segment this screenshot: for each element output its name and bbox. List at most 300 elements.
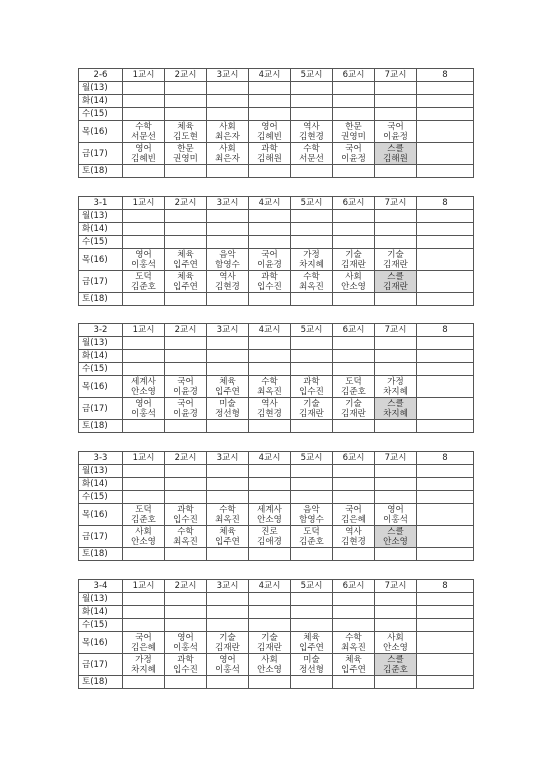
period-cell	[207, 676, 249, 689]
subject-text: 과학	[177, 654, 194, 665]
subject-text: 기술	[345, 398, 362, 409]
day-label: 금(17)	[79, 526, 123, 548]
subject-text: 수학	[177, 526, 194, 537]
period-cell	[375, 606, 417, 619]
period-cell	[207, 121, 249, 143]
period-cell	[291, 363, 333, 376]
day-label: 월(13)	[79, 82, 123, 95]
teacher-text: 김도현	[173, 131, 198, 142]
teacher-text: 김현경	[341, 536, 366, 547]
teacher-text: 김재란	[383, 281, 408, 292]
period-cell	[249, 398, 291, 420]
period-header: 6교시	[333, 580, 375, 593]
subject-text: 한문	[345, 121, 362, 132]
subject-text: 역사	[303, 121, 320, 132]
period-cell	[375, 249, 417, 271]
day-label: 화(14)	[79, 223, 123, 236]
period-cell	[249, 165, 291, 178]
period-cell	[333, 108, 375, 121]
period-cell	[123, 376, 165, 398]
period-cell	[165, 376, 207, 398]
subject-text: 수학	[303, 143, 320, 154]
period-cell	[123, 398, 165, 420]
period-cell	[291, 376, 333, 398]
period-cell	[249, 121, 291, 143]
teacher-text: 김준호	[131, 281, 156, 292]
teacher-text: 권영미	[341, 131, 366, 142]
teacher-text: 안소영	[257, 664, 282, 675]
subject-text: 수학	[219, 504, 236, 515]
subject-text: 도덕	[135, 504, 152, 515]
period-cell	[417, 108, 474, 121]
period-cell	[249, 526, 291, 548]
teacher-text: 권영미	[173, 153, 198, 164]
period-cell	[375, 465, 417, 478]
teacher-text: 김재란	[257, 642, 282, 653]
teacher-text: 입수진	[173, 664, 198, 675]
period-cell	[123, 465, 165, 478]
subject-text: 과학	[261, 271, 278, 282]
day-label: 토(18)	[79, 548, 123, 561]
day-label: 월(13)	[79, 337, 123, 350]
teacher-text: 최은자	[215, 153, 240, 164]
period-cell	[375, 420, 417, 433]
period-header: 7교시	[375, 452, 417, 465]
period-cell	[291, 350, 333, 363]
period-header: 7교시	[375, 324, 417, 337]
period-cell	[333, 236, 375, 249]
period-cell	[375, 478, 417, 491]
subject-text: 스클	[387, 654, 404, 665]
period-cell	[207, 363, 249, 376]
period-cell	[165, 619, 207, 632]
timetable-3-2	[78, 323, 474, 433]
period-cell	[333, 504, 375, 526]
period-header: 4교시	[249, 452, 291, 465]
period-cell	[207, 165, 249, 178]
period-cell	[291, 654, 333, 676]
teacher-text: 입주연	[341, 664, 366, 675]
period-cell	[123, 606, 165, 619]
period-cell	[375, 548, 417, 561]
period-cell	[333, 654, 375, 676]
period-cell	[291, 293, 333, 306]
period-cell	[333, 223, 375, 236]
period-cell	[417, 293, 474, 306]
period-header: 1교시	[123, 580, 165, 593]
subject-text: 역사	[345, 526, 362, 537]
period-cell	[249, 271, 291, 293]
period-cell	[417, 491, 474, 504]
period-cell	[375, 143, 417, 165]
period-header: 2교시	[165, 197, 207, 210]
period-cell	[375, 619, 417, 632]
period-cell	[291, 632, 333, 654]
subject-text: 영어	[135, 249, 152, 260]
day-label: 목(16)	[79, 376, 123, 398]
period-cell	[291, 526, 333, 548]
period-cell	[291, 465, 333, 478]
period-cell	[165, 548, 207, 561]
subject-text: 가정	[303, 249, 320, 260]
period-cell	[291, 95, 333, 108]
teacher-text: 차지혜	[299, 259, 324, 270]
period-cell	[375, 223, 417, 236]
subject-text: 세계사	[131, 376, 156, 387]
period-cell	[291, 223, 333, 236]
teacher-text: 김은혜	[341, 514, 366, 525]
period-cell	[333, 210, 375, 223]
period-cell	[165, 236, 207, 249]
period-cell	[333, 337, 375, 350]
period-cell	[123, 619, 165, 632]
teacher-text: 김혜빈	[131, 153, 156, 164]
period-header: 8	[417, 324, 474, 337]
period-cell	[165, 210, 207, 223]
period-cell	[291, 108, 333, 121]
day-label: 금(17)	[79, 654, 123, 676]
class-label: 3-4	[79, 580, 123, 593]
period-cell	[333, 676, 375, 689]
period-cell	[375, 593, 417, 606]
period-cell	[333, 121, 375, 143]
period-cell	[375, 236, 417, 249]
period-cell	[165, 465, 207, 478]
period-header: 4교시	[249, 324, 291, 337]
period-cell	[291, 82, 333, 95]
period-cell	[417, 236, 474, 249]
day-label: 월(13)	[79, 210, 123, 223]
teacher-text: 입주연	[215, 536, 240, 547]
period-header: 2교시	[165, 324, 207, 337]
period-cell	[417, 337, 474, 350]
period-cell	[417, 676, 474, 689]
period-cell	[165, 337, 207, 350]
period-header: 3교시	[207, 324, 249, 337]
period-cell	[123, 223, 165, 236]
period-header: 3교시	[207, 69, 249, 82]
period-cell	[375, 363, 417, 376]
period-cell	[417, 478, 474, 491]
period-cell	[333, 350, 375, 363]
teacher-text: 김혜빈	[257, 131, 282, 142]
day-row	[79, 398, 474, 420]
period-header: 8	[417, 452, 474, 465]
period-header: 7교시	[375, 69, 417, 82]
teacher-text: 김재란	[383, 259, 408, 270]
subject-text: 영어	[219, 654, 236, 665]
subject-text: 영어	[177, 632, 194, 643]
teacher-text: 최옥진	[215, 514, 240, 525]
period-header: 4교시	[249, 69, 291, 82]
period-header: 7교시	[375, 580, 417, 593]
period-cell	[165, 478, 207, 491]
day-row	[79, 165, 474, 178]
period-cell	[165, 95, 207, 108]
period-cell	[333, 293, 375, 306]
teacher-text: 김준호	[299, 536, 324, 547]
day-label: 금(17)	[79, 398, 123, 420]
period-cell	[291, 121, 333, 143]
period-cell	[123, 676, 165, 689]
period-cell	[165, 420, 207, 433]
subject-text: 스클	[387, 271, 404, 282]
period-cell	[207, 293, 249, 306]
period-header: 5교시	[291, 197, 333, 210]
day-row	[79, 593, 474, 606]
period-cell	[249, 465, 291, 478]
period-cell	[291, 271, 333, 293]
subject-text: 국어	[177, 398, 194, 409]
teacher-text: 이홍석	[131, 408, 156, 419]
day-label: 수(15)	[79, 236, 123, 249]
teacher-text: 김준호	[131, 514, 156, 525]
period-cell	[249, 548, 291, 561]
day-row	[79, 271, 474, 293]
day-row	[79, 504, 474, 526]
period-cell	[249, 293, 291, 306]
period-cell	[207, 350, 249, 363]
period-cell	[249, 593, 291, 606]
period-cell	[291, 619, 333, 632]
period-cell	[165, 632, 207, 654]
period-cell	[375, 108, 417, 121]
period-cell	[207, 504, 249, 526]
teacher-text: 이홍석	[173, 642, 198, 653]
teacher-text: 이홍석	[131, 259, 156, 270]
period-cell	[417, 548, 474, 561]
teacher-text: 김재란	[341, 259, 366, 270]
subject-text: 과학	[177, 504, 194, 515]
day-label: 목(16)	[79, 249, 123, 271]
period-cell	[417, 223, 474, 236]
period-cell	[207, 491, 249, 504]
period-cell	[123, 654, 165, 676]
period-cell	[249, 654, 291, 676]
subject-text: 국어	[177, 376, 194, 387]
period-header: 8	[417, 580, 474, 593]
teacher-text: 입주연	[173, 259, 198, 270]
subject-text: 음악	[303, 504, 320, 515]
subject-text: 수학	[261, 376, 278, 387]
period-cell	[123, 210, 165, 223]
period-cell	[249, 619, 291, 632]
subject-text: 사회	[135, 526, 152, 537]
teacher-text: 김해원	[383, 153, 408, 164]
period-cell	[375, 165, 417, 178]
subject-text: 국어	[345, 143, 362, 154]
teacher-text: 차지혜	[131, 664, 156, 675]
period-cell	[165, 165, 207, 178]
header-row	[79, 452, 474, 465]
period-cell	[123, 548, 165, 561]
teacher-text: 이윤정	[341, 153, 366, 164]
period-header: 6교시	[333, 324, 375, 337]
day-label: 수(15)	[79, 491, 123, 504]
teacher-text: 최은자	[215, 131, 240, 142]
subject-text: 영어	[135, 398, 152, 409]
period-cell	[207, 376, 249, 398]
day-row	[79, 654, 474, 676]
period-cell	[291, 548, 333, 561]
period-header: 5교시	[291, 580, 333, 593]
teacher-text: 차지혜	[383, 386, 408, 397]
day-row	[79, 82, 474, 95]
period-header: 2교시	[165, 580, 207, 593]
period-cell	[291, 491, 333, 504]
period-cell	[249, 223, 291, 236]
period-cell	[375, 82, 417, 95]
period-cell	[165, 363, 207, 376]
period-cell	[333, 165, 375, 178]
day-label: 토(18)	[79, 165, 123, 178]
period-cell	[333, 491, 375, 504]
subject-text: 스클	[387, 398, 404, 409]
period-cell	[123, 271, 165, 293]
subject-text: 도덕	[303, 526, 320, 537]
period-cell	[207, 236, 249, 249]
day-row	[79, 465, 474, 478]
day-row	[79, 548, 474, 561]
day-row	[79, 108, 474, 121]
teacher-text: 이윤경	[173, 386, 198, 397]
teacher-text: 입주연	[215, 386, 240, 397]
teacher-text: 함영수	[215, 259, 240, 270]
teacher-text: 이윤경	[173, 408, 198, 419]
period-cell	[207, 606, 249, 619]
period-cell	[123, 363, 165, 376]
header-row	[79, 324, 474, 337]
period-cell	[417, 465, 474, 478]
timetable-3-3	[78, 451, 474, 561]
day-row	[79, 293, 474, 306]
teacher-text: 서문선	[299, 153, 324, 164]
period-cell	[207, 271, 249, 293]
subject-text: 기술	[345, 249, 362, 260]
teacher-text: 안소영	[257, 514, 282, 525]
period-cell	[165, 593, 207, 606]
period-cell	[207, 95, 249, 108]
period-cell	[375, 632, 417, 654]
day-row	[79, 121, 474, 143]
period-header: 4교시	[249, 580, 291, 593]
period-cell	[249, 337, 291, 350]
subject-text: 영어	[387, 504, 404, 515]
teacher-text: 안소영	[383, 642, 408, 653]
subject-text: 가정	[387, 376, 404, 387]
period-cell	[123, 420, 165, 433]
period-cell	[417, 95, 474, 108]
subject-text: 도덕	[135, 271, 152, 282]
period-cell	[249, 350, 291, 363]
day-row	[79, 223, 474, 236]
period-cell	[207, 593, 249, 606]
teacher-text: 정선형	[215, 408, 240, 419]
period-cell	[123, 350, 165, 363]
subject-text: 체육	[303, 632, 320, 643]
day-row	[79, 350, 474, 363]
period-cell	[123, 249, 165, 271]
period-cell	[123, 121, 165, 143]
period-cell	[291, 165, 333, 178]
teacher-text: 김애경	[257, 536, 282, 547]
period-cell	[165, 398, 207, 420]
day-row	[79, 236, 474, 249]
period-cell	[333, 249, 375, 271]
teacher-text: 안소영	[131, 386, 156, 397]
teacher-text: 김현경	[257, 408, 282, 419]
teacher-text: 김준호	[341, 386, 366, 397]
period-cell	[333, 95, 375, 108]
period-cell	[207, 619, 249, 632]
subject-text: 체육	[177, 271, 194, 282]
period-cell	[165, 491, 207, 504]
period-cell	[249, 491, 291, 504]
period-cell	[333, 398, 375, 420]
day-row	[79, 95, 474, 108]
teacher-text: 이홍석	[383, 514, 408, 525]
period-cell	[249, 363, 291, 376]
class-label: 3-3	[79, 452, 123, 465]
day-row	[79, 363, 474, 376]
period-cell	[123, 293, 165, 306]
period-cell	[207, 398, 249, 420]
header-row	[79, 69, 474, 82]
period-cell	[333, 143, 375, 165]
subject-text: 체육	[345, 654, 362, 665]
period-cell	[417, 249, 474, 271]
teacher-text: 안소영	[383, 536, 408, 547]
period-cell	[165, 271, 207, 293]
period-header: 6교시	[333, 197, 375, 210]
period-cell	[207, 210, 249, 223]
period-header: 3교시	[207, 197, 249, 210]
period-cell	[291, 478, 333, 491]
period-cell	[417, 271, 474, 293]
subject-text: 국어	[345, 504, 362, 515]
day-label: 수(15)	[79, 108, 123, 121]
period-cell	[165, 82, 207, 95]
subject-text: 체육	[177, 121, 194, 132]
period-cell	[333, 632, 375, 654]
period-cell	[165, 526, 207, 548]
day-row	[79, 376, 474, 398]
period-cell	[375, 337, 417, 350]
period-cell	[291, 398, 333, 420]
period-cell	[417, 654, 474, 676]
period-cell	[207, 526, 249, 548]
day-row	[79, 420, 474, 433]
teacher-text: 이윤경	[257, 259, 282, 270]
period-cell	[123, 337, 165, 350]
day-label: 목(16)	[79, 632, 123, 654]
period-cell	[249, 210, 291, 223]
period-cell	[165, 676, 207, 689]
period-cell	[207, 143, 249, 165]
subject-text: 기술	[387, 249, 404, 260]
period-cell	[333, 548, 375, 561]
period-cell	[375, 95, 417, 108]
period-cell	[417, 376, 474, 398]
timetable-3-1	[78, 196, 474, 306]
period-cell	[375, 210, 417, 223]
day-label: 수(15)	[79, 619, 123, 632]
subject-text: 세계사	[257, 504, 282, 515]
period-cell	[375, 376, 417, 398]
teacher-text: 김현경	[215, 281, 240, 292]
period-header: 4교시	[249, 197, 291, 210]
teacher-text: 입수진	[173, 514, 198, 525]
